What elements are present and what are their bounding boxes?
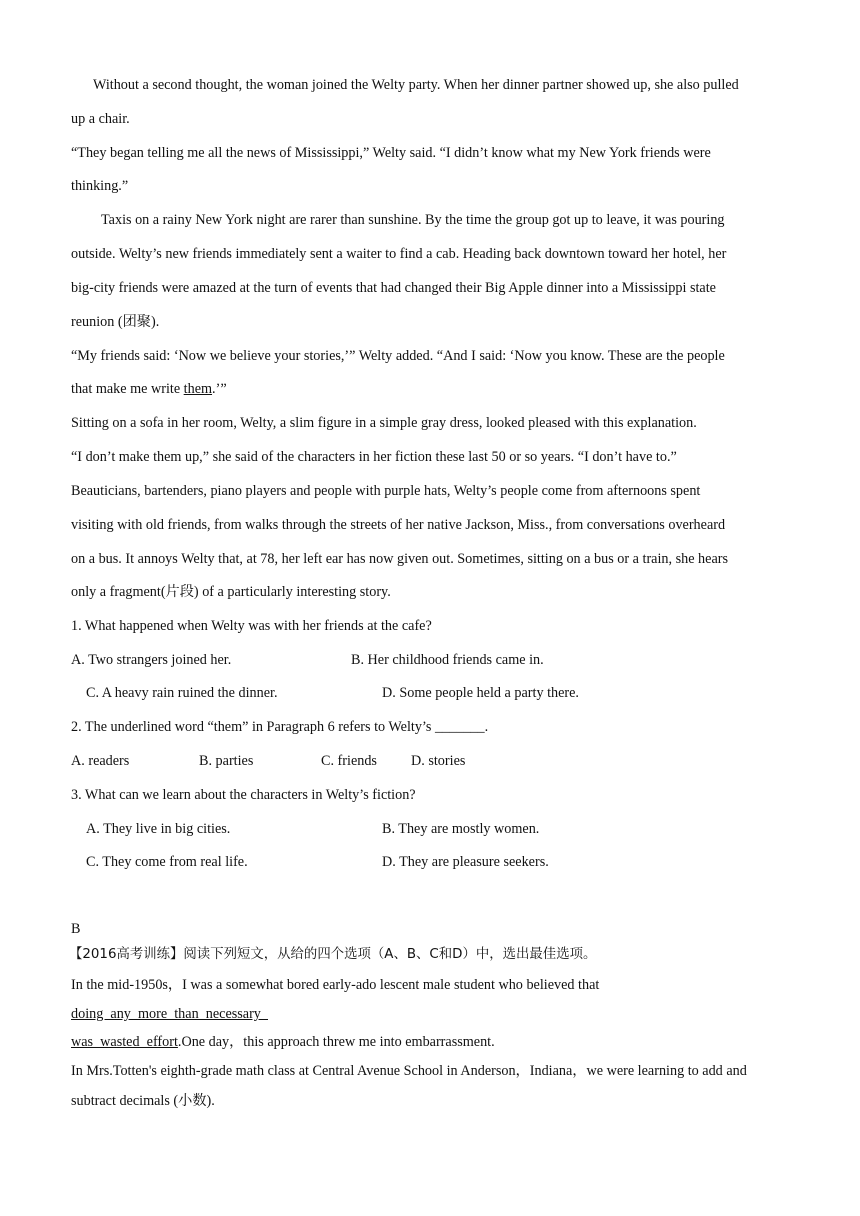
text-span: .: [484, 719, 489, 735]
text-line: up a chair.: [71, 111, 130, 127]
q3-option-b: B. They are mostly women.: [382, 821, 540, 837]
q1-option-c: C. A heavy rain ruined the dinner.: [86, 685, 278, 701]
text-span: 2. The underlined word “them” in Paragraph 6 refers to Welty’s: [71, 719, 435, 735]
underlined-phrase: was wasted effort: [71, 1034, 178, 1050]
text-line: In the mid-1950s，I was a somewhat bored early-ado lescent male student who believed that: [71, 977, 600, 993]
text-line: Taxis on a rainy New York night are rarer than sunshine. By the time the group got up to leave, it was pouring: [101, 212, 725, 228]
section-label: B: [71, 921, 81, 937]
text-line: visiting with old friends, from walks through the streets of her native Jackson, Miss., from conversations overheard: [71, 517, 726, 533]
answer-blank: _______: [434, 719, 485, 735]
text-line: outside. Welty’s new friends immediately sent a waiter to find a cab. Heading back downtown toward her hotel, her: [71, 246, 727, 262]
q2-option-a: A. readers: [71, 753, 130, 769]
text-line: Beauticians, bartenders, piano players and people with purple hats, Welty’s people come from afternoons spent: [71, 483, 701, 499]
text-line: In Mrs.Totten's eighth-grade math class at Central Avenue School in Anderson，Indiana，we were learning to add and: [71, 1063, 747, 1079]
q2-option-d: D. stories: [411, 753, 466, 769]
q1-option-d: D. Some people held a party there.: [382, 685, 579, 701]
question-3: 3. What can we learn about the characters in Welty’s fiction?: [71, 787, 416, 803]
q1-option-a: A. Two strangers joined her.: [71, 652, 232, 668]
text-line: Sitting on a sofa in her room, Welty, a slim figure in a simple gray dress, looked pleased with this explanation.: [71, 415, 697, 431]
q2-option-c: C. friends: [321, 753, 377, 769]
text-line: “My friends said: ‘Now we believe your stories,’” Welty added. “And I said: ‘Now you know. These are the people: [71, 348, 725, 364]
text-span: .’”: [212, 381, 227, 397]
q3-option-d: D. They are pleasure seekers.: [382, 854, 549, 870]
text-line: Without a second thought, the woman joined the Welty party. When her dinner partner showed up, she also pulled: [93, 77, 739, 93]
question-2: [71, 718, 488, 736]
q2-option-b: B. parties: [199, 753, 254, 769]
q3-option-c: C. They come from real life.: [86, 854, 248, 870]
text-line: “I don’t make them up,” she said of the characters in her fiction these last 50 or so years. “I don’t have to.”: [71, 449, 677, 465]
underlined-phrase: doing any more than necessary: [71, 1006, 268, 1022]
text-span: that make me write: [71, 381, 184, 397]
q1-option-b: B. Her childhood friends came in.: [351, 652, 544, 668]
text-line: reunion (团聚).: [71, 314, 160, 330]
question-1: 1. What happened when Welty was with her friends at the cafe?: [71, 618, 432, 634]
text-line: [71, 1005, 268, 1023]
text-line: only a fragment(片段) of a particularly interesting story.: [71, 584, 391, 600]
section-header: 【2016高考训练】阅读下列短文，从给的四个选项（A、B、C和D）中，选出最佳选项。: [69, 947, 597, 962]
q3-option-a: A. They live in big cities.: [86, 821, 231, 837]
text-line: big-city friends were amazed at the turn of events that had changed their Big Apple dinner into a Mississippi state: [71, 280, 716, 296]
text-line: subtract decimals (小数).: [71, 1093, 215, 1109]
text-line: “They began telling me all the news of Mississippi,” Welty said. “I didn’t know what my New York friends were: [71, 145, 711, 161]
text-line: on a bus. It annoys Welty that, at 78, her left ear has now given out. Sometimes, sitting on a bus or a train, she hears: [71, 551, 728, 567]
text-line: [71, 1033, 495, 1051]
underlined-word: them: [183, 381, 213, 397]
text-line: [71, 380, 227, 398]
text-line: thinking.”: [71, 178, 129, 194]
text-span: .One day，this approach threw me into embarrassment.: [177, 1034, 495, 1050]
